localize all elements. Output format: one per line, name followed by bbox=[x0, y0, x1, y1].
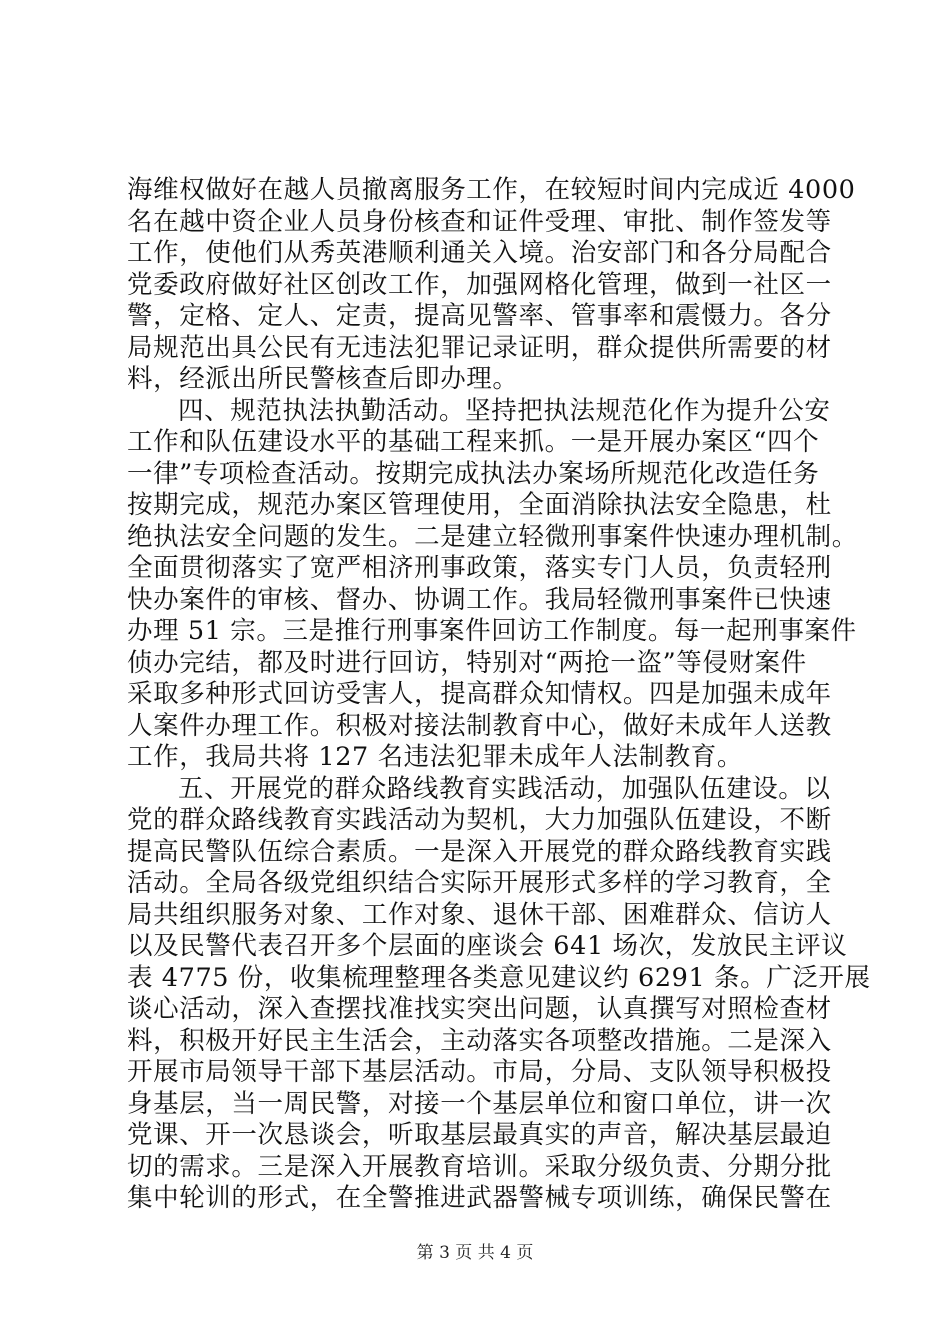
body-line: 活动。全局各级党组织结合实际开展形式多样的学习教育，全 bbox=[127, 868, 832, 898]
body-line: 按期完成，规范办案区管理使用，全面消除执法安全隐患，杜 bbox=[127, 490, 832, 520]
body-line: 局共组织服务对象、工作对象、退休干部、困难群众、信访人 bbox=[127, 899, 832, 930]
body-line: 身基层，当一周民警，对接一个基层单位和窗口单位，讲一次 bbox=[127, 1088, 832, 1119]
body-line: 工作，使他们从秀英港顺利通关入境。治安部门和各分局配合 bbox=[127, 238, 832, 268]
body-line: 表 4775 份，收集梳理整理各类意见建议约 6291 条。广泛开展 bbox=[127, 962, 871, 993]
body-line: 开展市局领导干部下基层活动。市局，分局、支队领导积极投 bbox=[127, 1057, 832, 1087]
body-line: 局规范出具公民有无违法犯罪记录证明，群众提供所需要的材 bbox=[127, 332, 832, 363]
body-line: 料，经派出所民警核查后即办理。 bbox=[127, 364, 519, 394]
body-line: 党课、开一次恳谈会，听取基层最真实的声音，解决基层最迫 bbox=[127, 1120, 832, 1150]
paragraph-first-line: 四、规范执法执勤活动。坚持把执法规范化作为提升公安 bbox=[178, 395, 831, 426]
body-line: 料，积极开好民主生活会，主动落实各项整改措施。二是深入 bbox=[127, 1025, 832, 1056]
body-line: 工作，我局共将 127 名违法犯罪未成年人法制教育。 bbox=[127, 742, 743, 772]
body-line: 采取多种形式回访受害人，提高群众知情权。四是加强未成年 bbox=[127, 679, 832, 709]
body-line: 党的群众路线教育实践活动为契机，大力加强队伍建设，不断 bbox=[127, 805, 832, 835]
body-line: 名在越中资企业人员身份核查和证件受理、审批、制作签发等 bbox=[127, 206, 832, 237]
body-line: 切的需求。三是深入开展教育培训。采取分级负责、分期分批 bbox=[127, 1151, 832, 1182]
body-line: 提高民警队伍综合素质。一是深入开展党的群众路线教育实践 bbox=[127, 836, 832, 867]
body-line: 一律”专项检查活动。按期完成执法办案场所规范化改造任务 bbox=[127, 458, 820, 489]
body-line: 海维权做好在越人员撤离服务工作，在较短时间内完成近 4000 bbox=[127, 175, 856, 205]
body-line: 工作和队伍建设水平的基础工程来抓。一是开展办案区“四个 bbox=[127, 427, 820, 457]
body-line: 快办案件的审核、督办、协调工作。我局轻微刑事案件已快速 bbox=[127, 584, 832, 615]
body-line: 谈心活动，深入查摆找准找实突出问题，认真撰写对照检查材 bbox=[127, 994, 832, 1024]
page-number-footer: 第 3 页 共 4 页 bbox=[416, 1243, 534, 1263]
body-line: 警，定格、定人、定责，提高见警率、管事率和震慑力。各分 bbox=[127, 301, 832, 331]
body-line: 人案件办理工作。积极对接法制教育中心，做好未成年人送教 bbox=[127, 710, 832, 741]
body-line: 党委政府做好社区创改工作，加强网格化管理，做到一社区一 bbox=[127, 269, 832, 300]
body-line: 集中轮训的形式，在全警推进武器警械专项训练，确保民警在 bbox=[127, 1183, 832, 1213]
paragraph-first-line: 五、开展党的群众路线教育实践活动，加强队伍建设。以 bbox=[178, 773, 831, 804]
body-line: 办理 51 宗。三是推行刑事案件回访工作制度。每一起刑事案件 bbox=[127, 616, 857, 646]
body-line: 侦办完结，都及时进行回访，特别对“两抢一盗”等侵财案件 bbox=[127, 647, 807, 678]
body-line: 绝执法安全问题的发生。二是建立轻微刑事案件快速办理机制。 bbox=[127, 521, 858, 552]
body-line: 全面贯彻落实了宽严相济刑事政策，落实专门人员，负责轻刑 bbox=[127, 553, 832, 583]
body-line: 以及民警代表召开多个层面的座谈会 641 场次，发放民主评议 bbox=[127, 931, 848, 961]
